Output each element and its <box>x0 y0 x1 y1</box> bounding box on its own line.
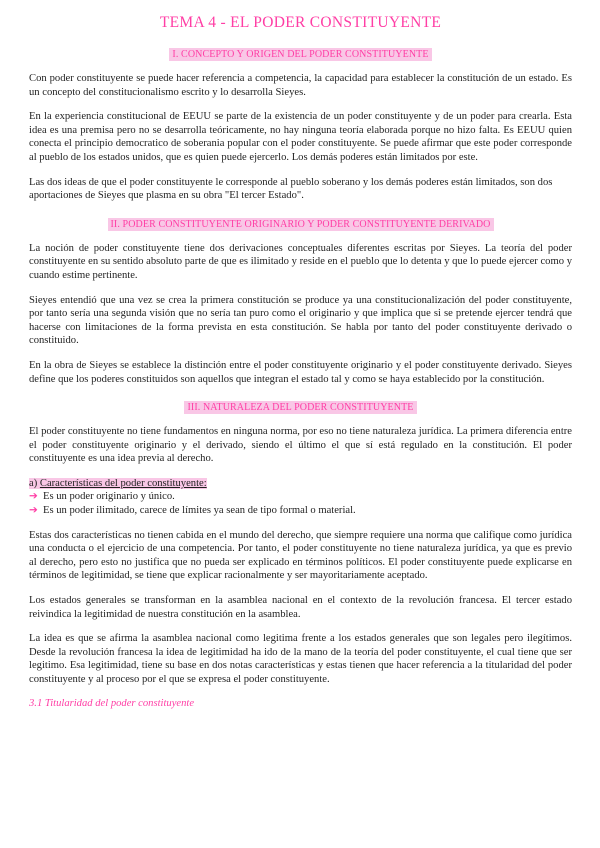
page-title: TEMA 4 - EL PODER CONSTITUYENTE <box>159 14 442 31</box>
characteristics-label <box>29 477 572 491</box>
paragraph: En la obra de Sieyes se establece la distinción entre el poder constituyente originario y el poder constituyente derivado. Sieyes define que los poderes constituidos son aquellos que integran el estado tal y como se haya establecido por la constitución. <box>29 359 572 385</box>
list-item-text: Es un poder originario y único. <box>43 491 175 503</box>
arrow-right-icon: ➔ <box>29 491 38 503</box>
section-heading-2: II. PODER CONSTITUYENTE ORIGINARIO Y PODER CONSTITUYENTE DERIVADO <box>108 218 494 231</box>
paragraph: El poder constituyente no tiene fundamentos en ninguna norma, por eso no tiene naturaleza jurídica. La primera diferencia entre el poder constituyente originario y el derivado, siendo el último el que sí está regulado en la constitución. El poder constituyente es una idea previa al derecho. <box>29 426 573 465</box>
paragraph: Las dos ideas de que el poder constituyente le corresponde al pueblo soberano y los demás poderes están limitados, son dos aportaciones de Sieyes que plasma en su obra "El tercer Estado". <box>29 176 553 202</box>
characteristics-list <box>29 490 572 517</box>
section-heading-3: III. NATURALEZA DEL PODER CONSTITUYENTE <box>184 401 416 414</box>
list-item <box>29 490 572 504</box>
arrow-right-icon: ➔ <box>29 505 38 517</box>
paragraph: Estas dos características no tienen cabida en el mundo del derecho, que siempre requiere una norma que califique como jurídica una conducta o el ejercicio de una competencia. Por tanto, el poder constituyente no tiene naturaleza jurídica, ya que es previo al derecho, pero esto no justifica que no pueda ser explicado en términos políticos. El poder constituyente puede explicarse en términos de legitimidad, se tiene que explicar racionalmente y ser mayoritariamente aceptado. <box>29 529 572 582</box>
list-item <box>29 504 572 518</box>
sublabel-text: Características del poder constituyente: <box>39 477 207 489</box>
paragraph: En la experiencia constitucional de EEUU se parte de la existencia de un poder constituyente y de un poder para crearla. Esta idea es una premisa pero no se desarrolla teóricamente, no hay ninguna teoría elaborada porque no hizo falta. Es EEUU quien conecta el principio democratico de soberania popular con el poder constituyente. Se puede afirmar que este poder corresponde al pueblo de los estados unidos, que es quien puede ejercerlo. Los demás poderes están limitados por este. <box>29 111 572 163</box>
paragraph: Con poder constituyente se puede hacer referencia a competencia, la capacidad para establecer la constitución de un estado. Es un concepto del constitucionalismo escrito y lo desarrolla Sieyes. <box>29 73 572 98</box>
section-heading-1: I. CONCEPTO Y ORIGEN DEL PODER CONSTITUYENTE <box>169 48 431 61</box>
subsection-heading: 3.1 Titularidad del poder constituyente <box>29 697 195 709</box>
paragraph: La idea es que se afirma la asamblea nacional como legitima frente a los estados generales que son legales pero ilegítimos. Desde la revolución francesa la idea de legitimidad ha ido de la mano de la teoría del poder constituyente, el cual tiene que ser legitimo. Esa legitimidad, tiene su base en dos notas características y estas tienen que hacer referencia a la titularidad del poder constituyente y al proceso por el que se expresa el poder constituyente. <box>29 633 572 685</box>
sublabel-prefix: a) <box>29 477 40 489</box>
list-item-text: Es un poder ilimitado, carece de límites ya sean de tipo formal o material. <box>43 505 356 517</box>
paragraph: Sieyes entendió que una vez se crea la primera constitución se produce ya una constitucionalización del poder constituyente, por tanto sería una segunda visión que no sería tan puro como el originario y que implica que si se pretende ejercer tendrá que hacerse con limitaciones de la forma prevista en esta constitución. Se habla por tanto del poder constituyente derivado o constituido. <box>29 294 572 347</box>
paragraph: Los estados generales se transforman en la asamblea nacional en el contexto de la revolución francesa. El tercer estado reivindica la legitimidad de nuestra constitución en la asamblea. <box>29 595 572 620</box>
paragraph: La noción de poder constituyente tiene dos derivaciones conceptuales diferentes escritas por Sieyes. La teoría del poder constituyente en su sentido absoluto parte de que es ilimitado y reside en el pueblo que lo detenta y que lo puede ejercer como y cuando estime pertinente. <box>29 242 572 281</box>
